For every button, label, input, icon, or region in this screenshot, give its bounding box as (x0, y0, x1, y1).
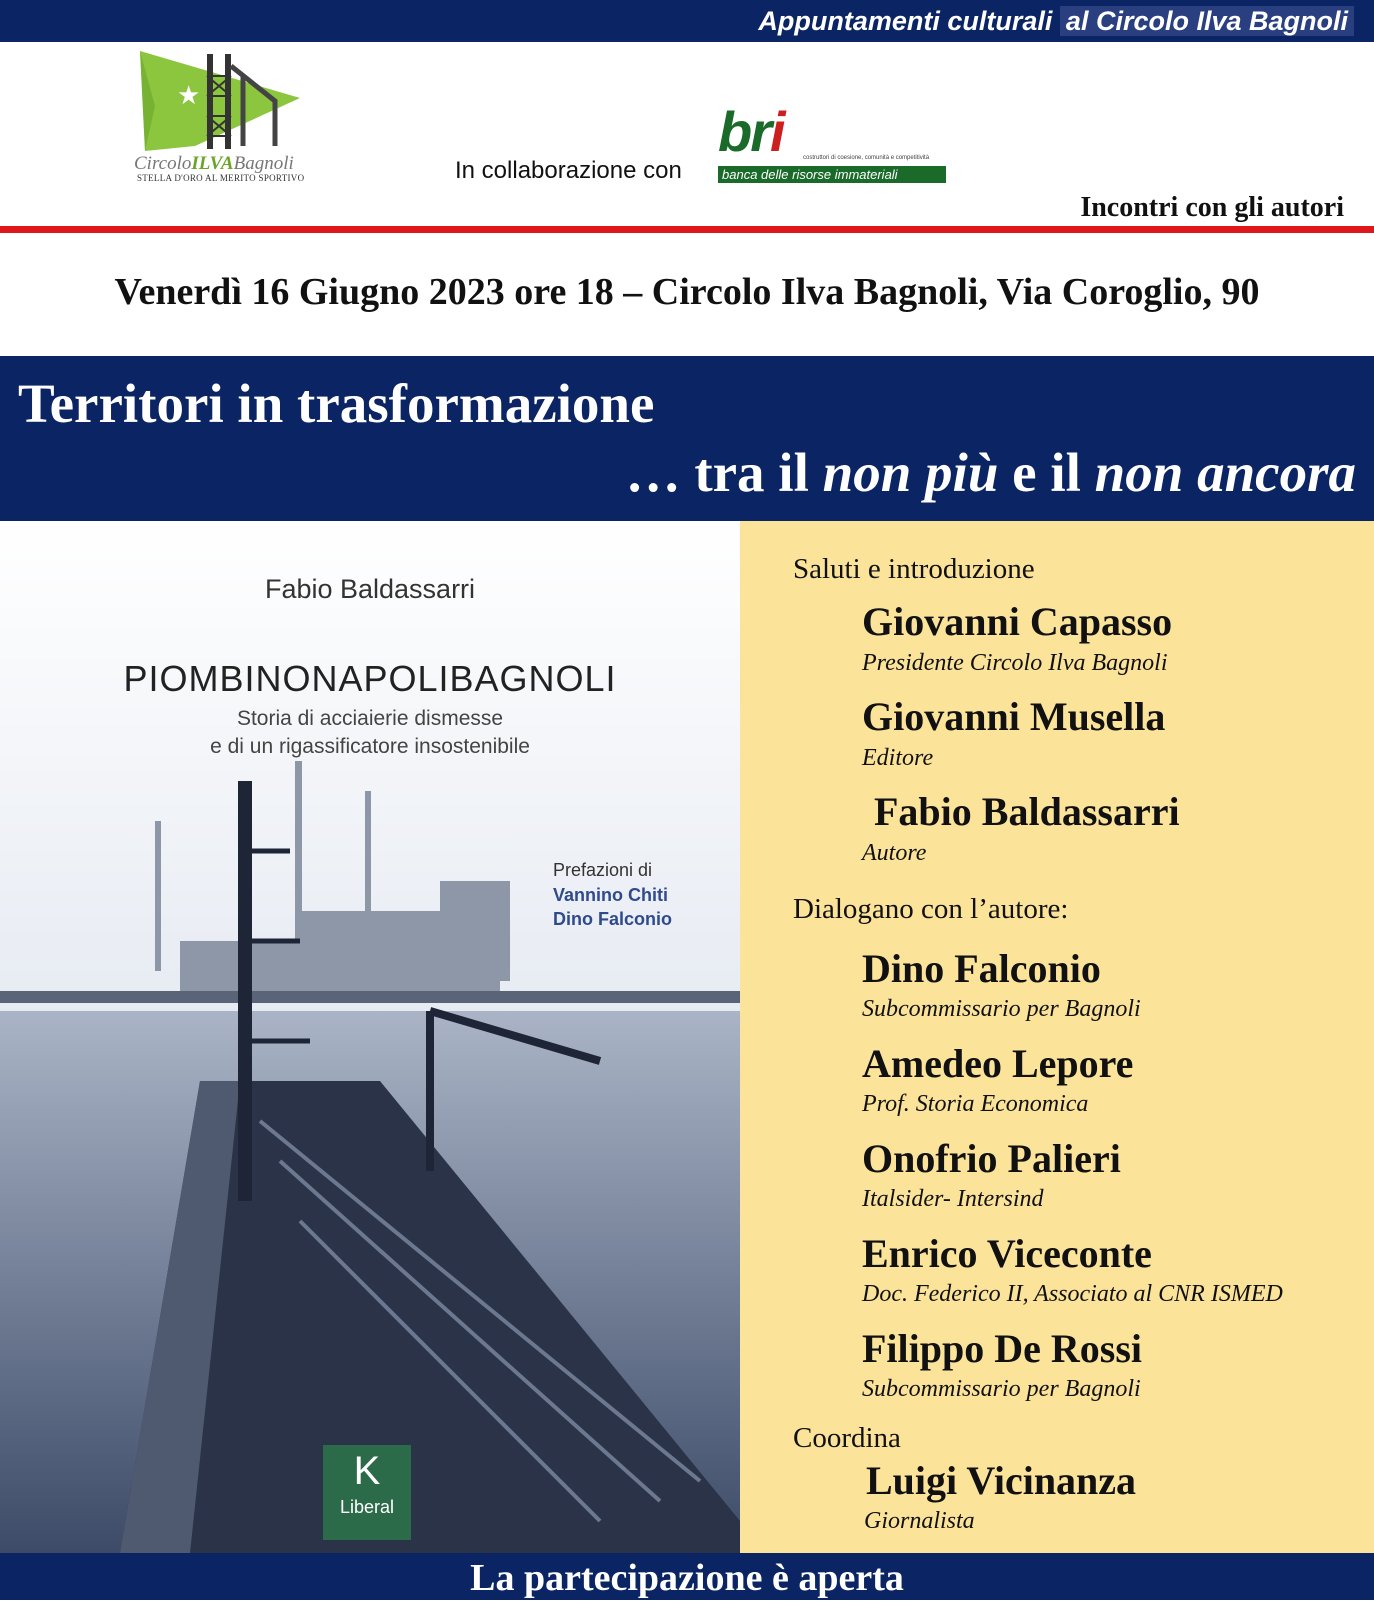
section-dialogue: Dialogano con l’autore: (793, 893, 1069, 925)
cover-shoreline (0, 991, 740, 1003)
speaker-name: Luigi Vicinanza (866, 1458, 1137, 1503)
book-author: Fabio Baldassarri (264, 574, 476, 604)
top-banner (0, 0, 1374, 42)
circolo-logo-motto: STELLA D'ORO AL MERITO SPORTIVO (137, 173, 305, 183)
publisher-logo (323, 1445, 411, 1540)
publisher-name: Liberal (339, 1497, 395, 1517)
title-part-a: … tra il (625, 442, 823, 503)
event-date-line: Venerdì 16 Giugno 2023 ore 18 – Circolo Ilva Bagnoli, Via Coroglio, 90 (114, 271, 1260, 313)
speaker-role: Subcommissario per Bagnoli (862, 1376, 1141, 1402)
prefaces-label: Prefazioni di (553, 860, 653, 880)
title-part-c: e il (998, 442, 1095, 503)
section-label: Incontri con gli autori (1080, 192, 1344, 223)
speaker-role: Autore (862, 840, 927, 866)
logo-prefix: Circolo (134, 153, 192, 174)
logo-suffix: Bagnoli (233, 153, 294, 174)
speaker-role: Subcommissario per Bagnoli (862, 996, 1141, 1022)
speaker-role: Editore (862, 745, 934, 771)
section-coordinator: Coordina (793, 1422, 901, 1454)
logo-star-icon: ★ (177, 81, 201, 110)
speaker-name: Giovanni Musella (862, 694, 1166, 739)
speaker-name: Amedeo Lepore (862, 1041, 1134, 1086)
book-subtitle-1: Storia di acciaierie dismesse (236, 707, 504, 730)
book-title: PIOMBINONAPOLIBAGNOLI (123, 658, 617, 699)
speaker-name: Dino Falconio (862, 946, 1101, 991)
speaker-role: Doc. Federico II, Associato al CNR ISMED (862, 1281, 1283, 1307)
bri-letter-b: b (718, 100, 751, 163)
footer-banner: La partecipazione è aperta (0, 1553, 1374, 1600)
collaboration-label: In collaborazione con (455, 157, 682, 184)
speaker-name: Onofrio Palieri (862, 1136, 1121, 1181)
series-title-part1: Appuntamenti culturali (758, 6, 1060, 36)
publisher-mark: K (353, 1449, 381, 1493)
book-subtitle-2: e di un rigassificatore insostenibile (210, 735, 530, 758)
speaker-name: Fabio Baldassarri (874, 789, 1180, 834)
section-intro: Saluti e introduzione (793, 553, 1035, 585)
title-part-d: non ancora (1094, 442, 1356, 503)
bri-letter-r: r (750, 100, 771, 163)
preface-author-1: Vannino Chiti (553, 885, 668, 905)
speaker-name: Filippo De Rossi (862, 1326, 1143, 1371)
bri-small-text: costruttori di coesione, comunità e competitività (803, 155, 930, 161)
preface-author-2: Dino Falconio (553, 909, 672, 929)
logo-name: ILVA (191, 153, 234, 174)
event-title-line1: Territori in trasformazione (18, 373, 655, 434)
bri-letter-i: i (770, 100, 784, 163)
bri-logo-word (718, 100, 784, 163)
cover-mast (238, 781, 252, 1201)
speaker-role: Giornalista (864, 1508, 975, 1534)
bri-tagline: banca delle risorse immateriali (718, 166, 946, 183)
red-divider (0, 226, 1374, 233)
event-title-line2 (626, 441, 1356, 504)
speaker-role: Prof. Storia Economica (862, 1091, 1089, 1117)
speaker-role: Presidente Circolo Ilva Bagnoli (862, 650, 1168, 676)
speaker-role: Italsider- Intersind (862, 1186, 1044, 1212)
speaker-name: Giovanni Capasso (862, 599, 1173, 644)
series-title-part2: al Circolo Ilva Bagnoli (1060, 6, 1354, 36)
title-part-b: non più (822, 442, 999, 503)
series-title (748, 2, 1364, 40)
speaker-name: Enrico Viceconte (862, 1231, 1152, 1276)
circolo-logo-caption (134, 153, 324, 175)
